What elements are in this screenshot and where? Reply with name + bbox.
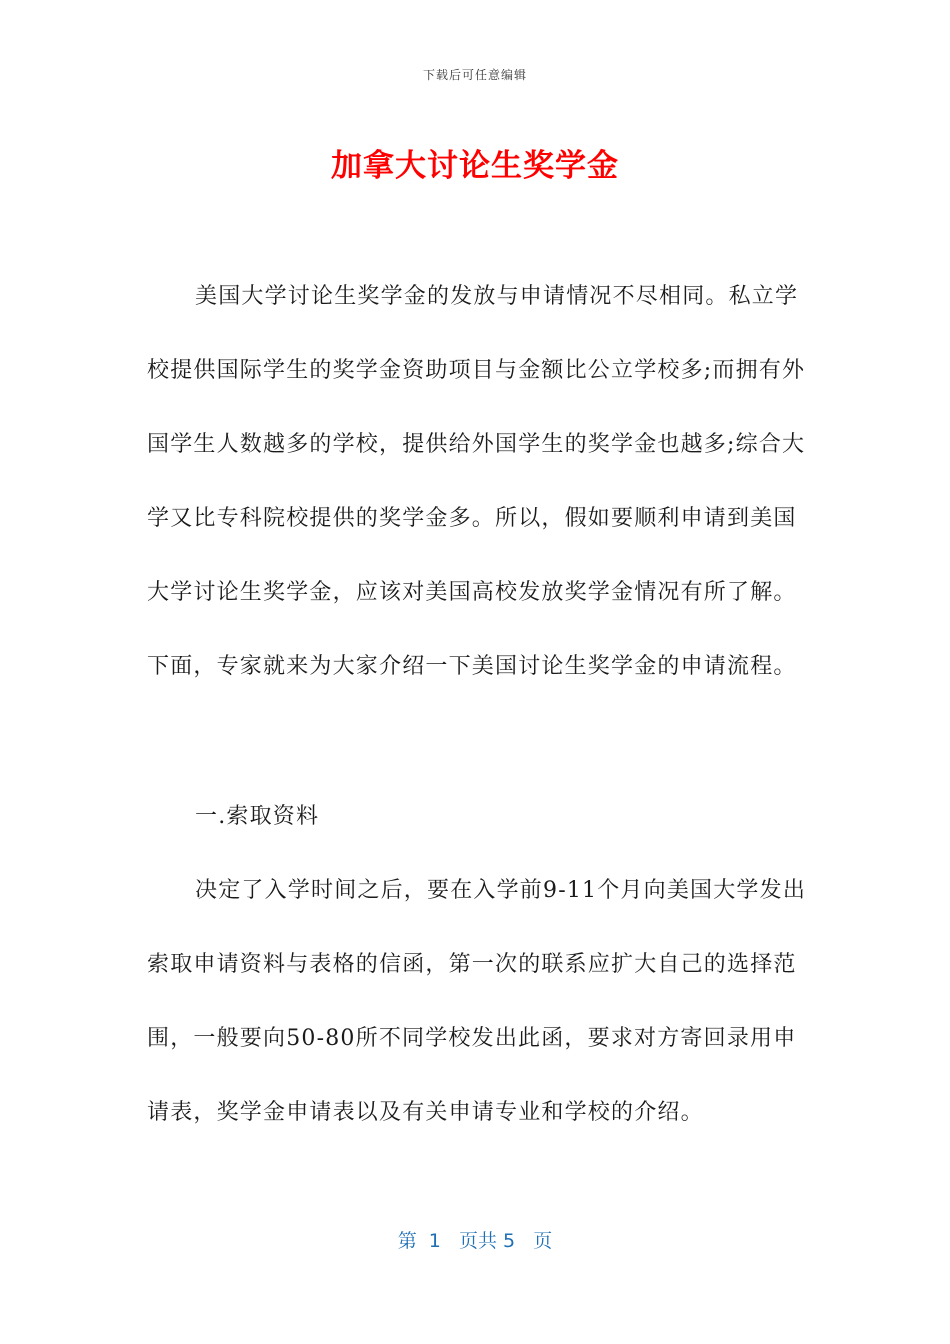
section-heading: 一.索取资料 (195, 804, 320, 829)
document-title: 加拿大讨论生奖学金 (331, 148, 619, 184)
page-number-footer: 第 1 页共 5 页 (397, 1230, 553, 1252)
paragraph-intro: 美国大学讨论生奖学金的发放与申请情况不尽相同。私立学校提供国际学生的奖学金资助项目与金额比公立学校多;而拥有外国学生人数越多的学校，提供给外国学生的奖学金也越多;综合大学又比专科院校提供的奖学金多。所以，假如要顺利申请到美国大学讨论生奖学金，应该对美国高校发放奖学金情况有所了解。下面，专家就来为大家介绍一下美国讨论生奖学金的申请流程。 (147, 284, 806, 679)
paragraph-request-materials: 决定了入学时间之后，要在入学前9-11个月向美国大学发出索取申请资料与表格的信函，第一次的联系应扩大自己的选择范围，一般要向50-80所不同学校发出此函，要求对方寄回录用申请表，奖学金申请表以及有关申请专业和学校的介绍。 (147, 878, 807, 1125)
header-note: 下载后可任意编辑 (422, 68, 527, 82)
